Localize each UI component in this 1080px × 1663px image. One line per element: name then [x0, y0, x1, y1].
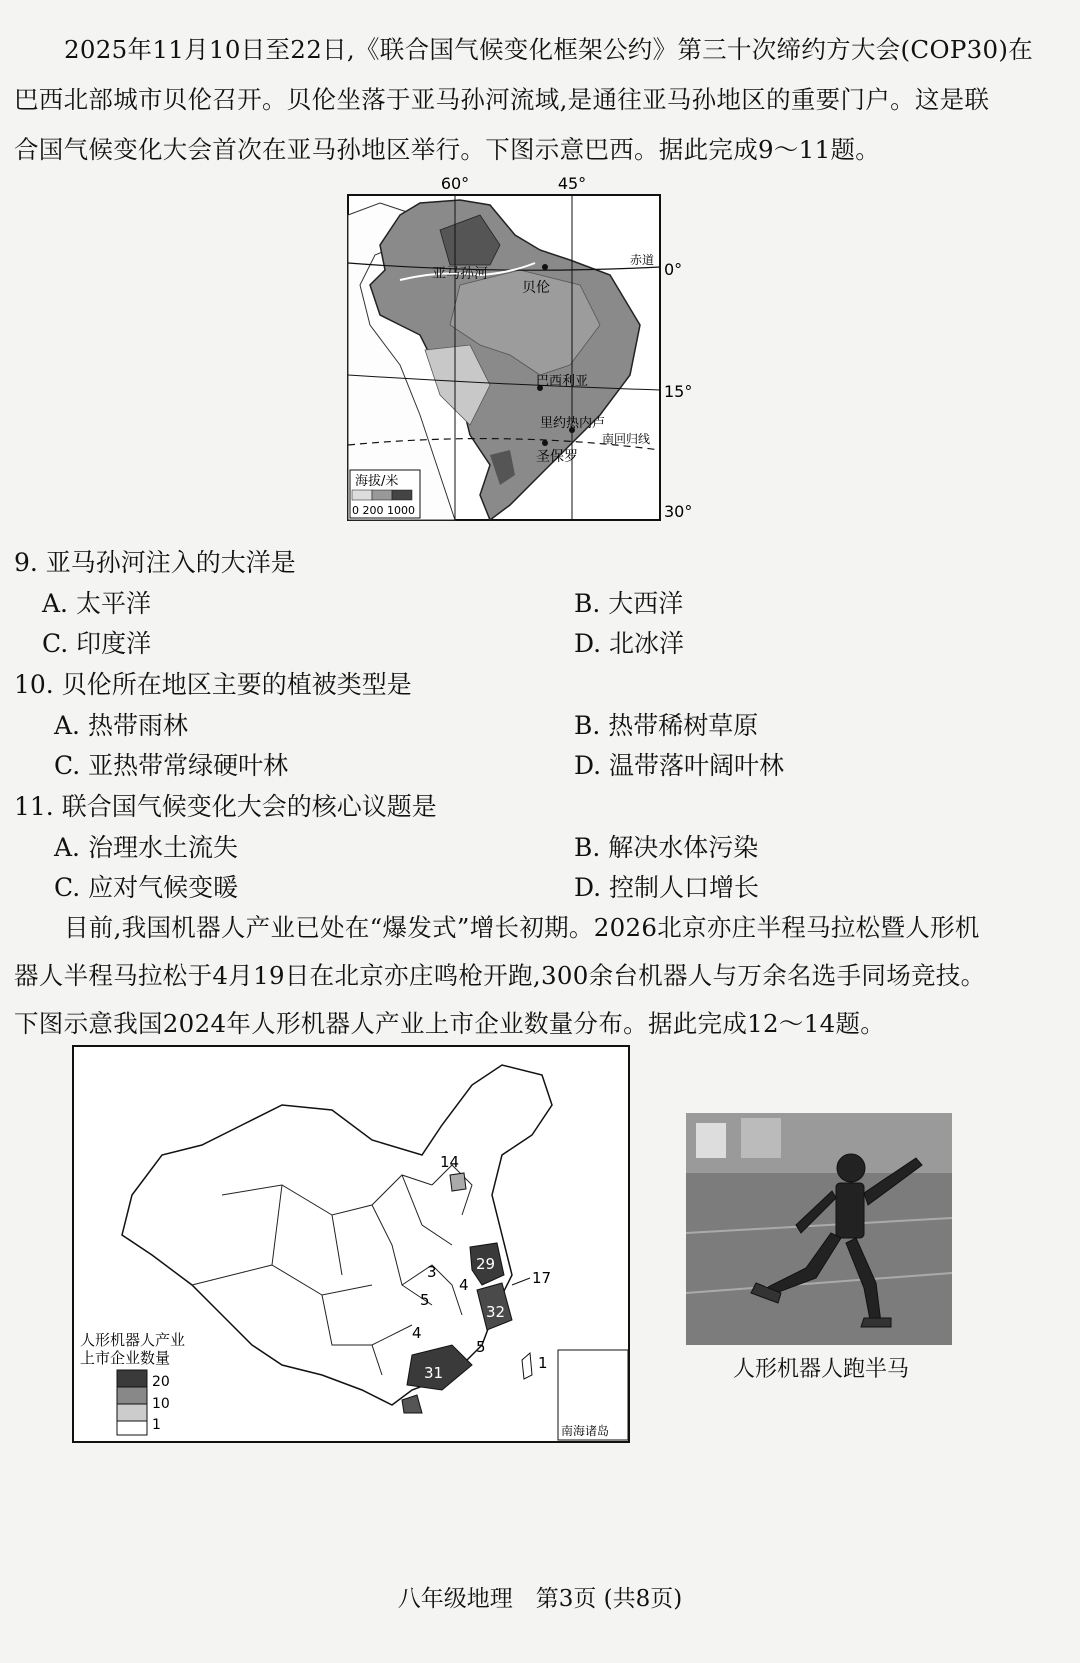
question-11-option-d[interactable]: D. 控制人口增长 — [574, 873, 760, 902]
question-9-option-d[interactable]: D. 北冰洋 — [574, 629, 685, 658]
count-shanghai: 17 — [532, 1269, 552, 1287]
equator-label: 赤道 — [630, 253, 655, 267]
china-legend-title-2: 上市企业数量 — [80, 1349, 171, 1367]
robot-photo — [686, 1113, 952, 1345]
passage1-line2: 巴西北部城市贝伦召开。贝伦坐落于亚马孙河流域,是通往亚马孙地区的重要门户。这是联 — [14, 85, 990, 114]
page-footer: 八年级地理 第3页 (共8页) — [397, 1586, 683, 1612]
question-10-option-b[interactable]: B. 热带稀树草原 — [574, 711, 759, 740]
count-jiangsu: 29 — [476, 1255, 496, 1273]
count-guangdong: 31 — [424, 1364, 444, 1382]
count-fujian: 5 — [476, 1338, 486, 1356]
question-11-option-b[interactable]: B. 解决水体污染 — [574, 833, 759, 862]
river-label: 亚马孙河 — [432, 266, 488, 282]
province-beijing — [450, 1173, 466, 1191]
china-legend-10: 10 — [152, 1396, 170, 1412]
lat-label-30: 30° — [664, 502, 693, 521]
brazil-legend-title: 海拔/米 — [355, 474, 399, 489]
lon-label-60: 60° — [440, 175, 470, 193]
passage2-line1: 目前,我国机器人产业已处在“爆发式”增长初期。2026北京亦庄半程马拉松暨人形机 — [64, 913, 980, 942]
passage1-line1: 2025年11月10日至22日,《联合国气候变化框架公约》第三十次缔约方大会(COP30)在 — [64, 35, 1034, 64]
city-belem: 贝伦 — [522, 280, 550, 296]
lat-label-15: 15° — [664, 382, 693, 401]
question-9-option-c[interactable]: C. 印度洋 — [42, 629, 152, 658]
city-saopaulo: 圣保罗 — [536, 449, 578, 465]
question-9-stem: 9. 亚马孙河注入的大洋是 — [14, 548, 296, 577]
passage2-line2: 器人半程马拉松于4月19日在北京亦庄鸣枪开跑,300余台机器人与万余名选手同场竞技。 — [14, 961, 986, 990]
question-11-option-a[interactable]: A. 治理水土流失 — [54, 833, 238, 862]
passage2-line3: 下图示意我国2024年人形机器人产业上市企业数量分布。据此完成12～14题。 — [14, 1009, 886, 1038]
china-map — [72, 1045, 632, 1445]
photo-caption: 人形机器人跑半马 — [733, 1357, 910, 1382]
count-anhui: 4 — [459, 1276, 469, 1294]
question-10-option-a[interactable]: A. 热带雨林 — [54, 711, 188, 740]
question-10-option-c[interactable]: C. 亚热带常绿硬叶林 — [54, 751, 289, 780]
china-legend-title-1: 人形机器人产业 — [80, 1331, 186, 1349]
question-10-option-d[interactable]: D. 温带落叶阔叶林 — [574, 751, 785, 780]
count-beijing: 14 — [440, 1153, 460, 1171]
count-zhejiang: 32 — [486, 1303, 506, 1321]
tropic-label: 南回归线 — [602, 432, 651, 446]
china-legend-20: 20 — [152, 1374, 170, 1390]
lon-label-45: 45° — [557, 175, 587, 193]
question-11-option-c[interactable]: C. 应对气候变暖 — [54, 873, 239, 902]
city-brasilia: 巴西利亚 — [536, 374, 589, 389]
brazil-legend-values: 0 200 1000 — [352, 504, 415, 517]
count-hubei: 5 — [420, 1291, 430, 1309]
question-9-option-a[interactable]: A. 太平洋 — [42, 589, 151, 618]
lat-label-0: 0° — [664, 260, 683, 279]
question-9-option-b[interactable]: B. 大西洋 — [574, 589, 684, 618]
china-legend-1: 1 — [152, 1417, 161, 1433]
question-10-stem: 10. 贝伦所在地区主要的植被类型是 — [14, 670, 412, 699]
inset-label: 南海诸岛 — [561, 1424, 610, 1438]
brazil-map — [340, 175, 710, 545]
question-11-stem: 11. 联合国气候变化大会的核心议题是 — [14, 792, 437, 821]
count-hunan: 4 — [412, 1324, 422, 1342]
passage1-line3: 合国气候变化大会首次在亚马孙地区举行。下图示意巴西。据此完成9～11题。 — [14, 135, 881, 164]
count-henan: 3 — [427, 1263, 437, 1281]
city-rio: 里约热内卢 — [540, 416, 606, 431]
count-taiwan: 1 — [538, 1354, 548, 1372]
